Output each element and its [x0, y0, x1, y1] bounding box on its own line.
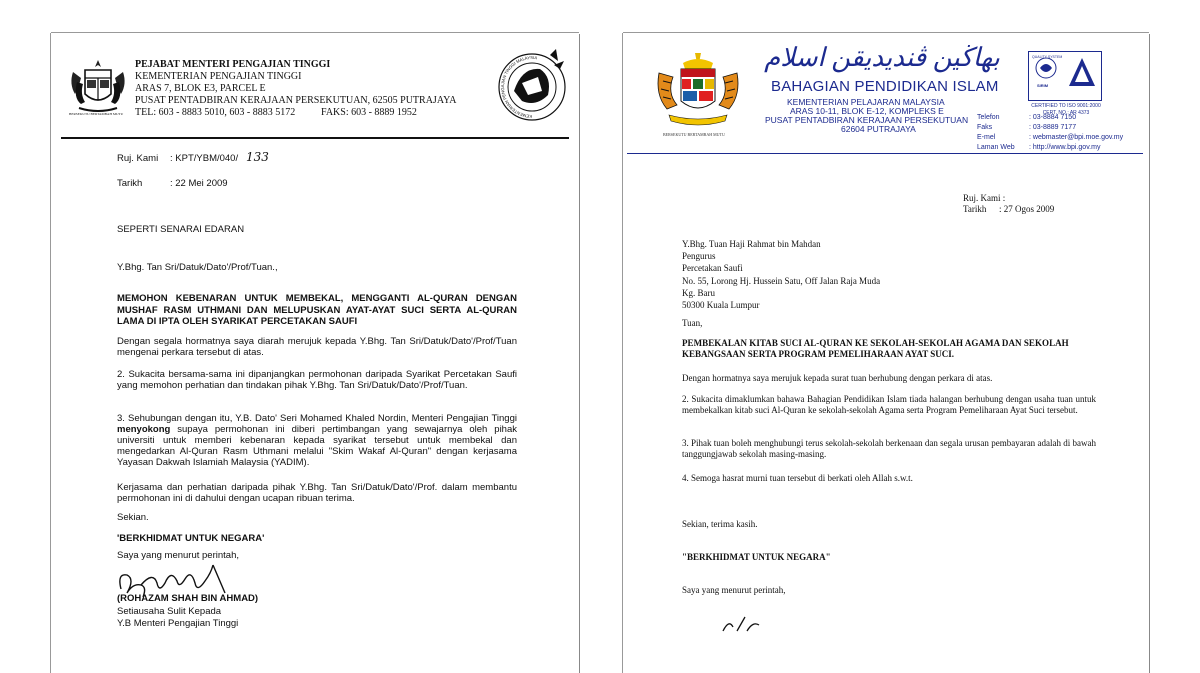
ministry-name: KEMENTERIAN PELAJARAN MALAYSIA: [787, 97, 945, 107]
sign-intro: Saya yang menurut perintah,: [682, 585, 786, 595]
subject-line-1: PEMBEKALAN KITAB SUCI AL-QURAN KE SEKOLAH-SEKOLAH AGAMA DAN SEKOLAH: [682, 338, 1069, 348]
salutation: Y.Bhg. Tan Sri/Datuk/Dato'/Prof/Tuan.,: [117, 262, 278, 273]
subject: MEMOHON KEBENARAN UNTUK MEMBEKAL, MENGGANTI AL-QURAN DENGAN MUSHAF RASM UTHMANI DAN MELUPUSKAN AYAT-AYAT SUCI SERTA AL-QURAN LAMA DI IPTA OLEH SYARIKAT PERCETAKAN SAUFI: [117, 293, 517, 327]
recipient-line: Pengurus: [682, 251, 716, 262]
recipient-line: 50300 Kuala Lumpur: [682, 300, 760, 311]
seal-ring-text: [492, 47, 572, 127]
paragraph-2: 2. Sukacita bersama-sama ini dipanjangkan permohonan daripada Syarikat Percetakan Saufi yang memohon perhatian dan tindakan pihak Y.Bhg. Tan Sri/Datuk/Dato'/Prof/Tuan.: [117, 369, 517, 391]
contact-row: Telefon : 03-8884 7150: [977, 114, 1077, 121]
salutation: Tuan,: [682, 318, 703, 328]
address-1: ARAS 10-11, BLOK E-12, KOMPLEKS E: [790, 106, 944, 116]
ref-value: : KPT/YBM/040/: [170, 153, 239, 164]
address-3: 62604 PUTRAJAYA: [841, 124, 916, 134]
motto: 'BERKHIDMAT UNTUK NEGARA': [117, 533, 265, 544]
sirim-label: SIRIM: [1037, 83, 1049, 88]
recipient-line: SEPERTI SENARAI EDARAN: [117, 224, 245, 235]
sign-intro: Saya yang menurut perintah,: [117, 550, 239, 561]
ref-label: Ruj. Kami :: [963, 193, 1006, 203]
malaysia-crest-icon: [67, 58, 129, 120]
crest-motto: BERSEKUTU BERTAMBAH MUTU: [663, 132, 725, 137]
quality-system-label: QUALITY SYSTEM: [1032, 55, 1063, 59]
malaysia-crest-color-icon: [653, 51, 743, 131]
paragraph-4: Kerjasama dan perhatian daripada pihak Y.Bhg. Tan Sri/Datuk/Dato'/Prof. dalam membantu permohonan ini di dahului dengan ucapan ribuan terima.: [117, 482, 517, 504]
letterhead-ministry: KEMENTERIAN PENGAJIAN TINGGI: [135, 71, 302, 82]
letterhead-fax: FAKS: 603 - 8889 1952: [321, 107, 417, 118]
letterhead-tel: TEL: 603 - 8883 5010, 603 - 8883 5172: [135, 107, 296, 118]
letterhead-office: PEJABAT MENTERI PENGAJIAN TINGGI: [135, 59, 331, 70]
department-title: BAHAGIAN PENDIDIKAN ISLAM: [771, 78, 999, 95]
date-value: : 22 Mei 2009: [170, 178, 228, 189]
svg-text:KEMENTERIAN PENGAJIAN TINGGI M: KEMENTERIAN PENGAJIAN TINGGI MALAYSIA: [500, 54, 538, 120]
closing: Sekian, terima kasih.: [682, 519, 758, 529]
paragraph-4: 4. Semoga hasrat murni tuan tersebut di berkati oleh Allah s.w.t.: [682, 473, 913, 483]
paragraph-3: 3. Pihak tuan boleh menghubungi terus sekolah-sekolah berkenaan dan segala urusan pembayaran adalah di bawah tanggungjawab sekolah masing-masing.: [682, 438, 1096, 459]
recipient-line: Y.Bhg. Tuan Haji Rahmat bin Mahdan: [682, 239, 821, 249]
right-letter-page: [623, 33, 1149, 673]
paragraph-3: 3. Sehubungan dengan itu, Y.B. Dato' Seri Mohamed Khaled Nordin, Menteri Pengajian Tinggi menyokong supaya permohonan ini diberi pertimbangan yang sewajarnya oleh pihak universiti untuk memberi kebenaran kepada syarikat tersebut untuk membekal dan mengedarkan Al-Quran Rasm Uthmani melalui "Skim Wakaf Al-Quran" dengan kerjasama Yayasan Dakwah Islamiah Malaysia (YADIM).: [117, 413, 517, 468]
ref-label: Ruj. Kami: [117, 153, 159, 164]
letterhead-rule: [627, 153, 1143, 154]
letterhead-address2: PUSAT PENTADBIRAN KERAJAAN PERSEKUTUAN, 62505 PUTRAJAYA: [135, 95, 457, 106]
signature-partial: [719, 613, 779, 633]
cert-line-2: CERT. NO.: AR 4373: [1042, 110, 1090, 116]
recipient-block: [682, 238, 880, 311]
cert-line-1: CERTIFIED TO ISO 9001:2000: [1031, 103, 1101, 109]
contact-table: [977, 113, 1123, 153]
paragraph-1: Dengan segala hormatnya saya diarah merujuk kepada Y.Bhg. Tan Sri/Datuk/Dato'/Prof/Tuan mengenai perkara tersebut di atas.: [117, 336, 517, 358]
paragraph-1: Dengan hormatnya saya merujuk kepada surat tuan berhubung dengan perkara di atas.: [682, 373, 993, 383]
letterhead-address1: ARAS 7, BLOK E3, PARCEL E: [135, 83, 266, 94]
recipient-line: Kg. Baru: [682, 287, 715, 298]
date-label: Tarikh: [963, 204, 987, 214]
letterhead-rule: [61, 137, 569, 139]
signer-title-2: Y.B Menteri Pengajian Tinggi: [117, 618, 239, 629]
iso-certification-badge: [1028, 51, 1102, 101]
left-letter-page: [51, 33, 579, 673]
closing: Sekian.: [117, 512, 149, 523]
recipient-line: No. 55, Lorong Hj. Hussein Satu, Off Jalan Raja Muda: [682, 275, 881, 286]
address-2: PUSAT PENTADBIRAN KERAJAAN PERSEKUTUAN: [765, 115, 969, 125]
date-value: : 27 Ogos 2009: [999, 204, 1055, 214]
sirim-triangle-icon: [1067, 56, 1097, 90]
date-label: Tarikh: [117, 178, 143, 189]
contact-row: Faks : 03-8889 7177: [977, 124, 1077, 131]
contact-row: Laman Web : http://www.bpi.gov.my: [977, 144, 1101, 151]
ref-handwritten: 133: [246, 150, 269, 164]
recipient-line: Percetakan Saufi: [682, 263, 743, 274]
quality-system-icon: [1034, 56, 1058, 80]
crest-motto: BERSEKUTU BERTAMBAH MUTU: [69, 112, 124, 116]
paragraph-2: 2. Sukacita dimaklumkan bahawa Bahagian Pendidikan Islam tiada halangan berhubung dengan usaha tuan untuk membekalkan kitab suci Al-Quran ke sekolah-sekolah Agama serta Program Pemeliharaan Ayat Suci tersebut.: [682, 394, 1096, 415]
contact-row: E-mel : webmaster@bpi.moe.gov.my: [977, 134, 1124, 141]
subject-line-2: KEBANGSAAN SERTA PROGRAM PEMELIHARAAN AYAT SUCI.: [682, 349, 955, 359]
signer-name: (ROHAZAM SHAH BIN AHMAD): [117, 593, 259, 604]
jawi-title: بهاڬين ڤنديديقن اسلام: [764, 43, 1000, 72]
motto: "BERKHIDMAT UNTUK NEGARA": [682, 552, 831, 562]
signer-title-1: Setiausaha Sulit Kepada: [117, 606, 222, 617]
